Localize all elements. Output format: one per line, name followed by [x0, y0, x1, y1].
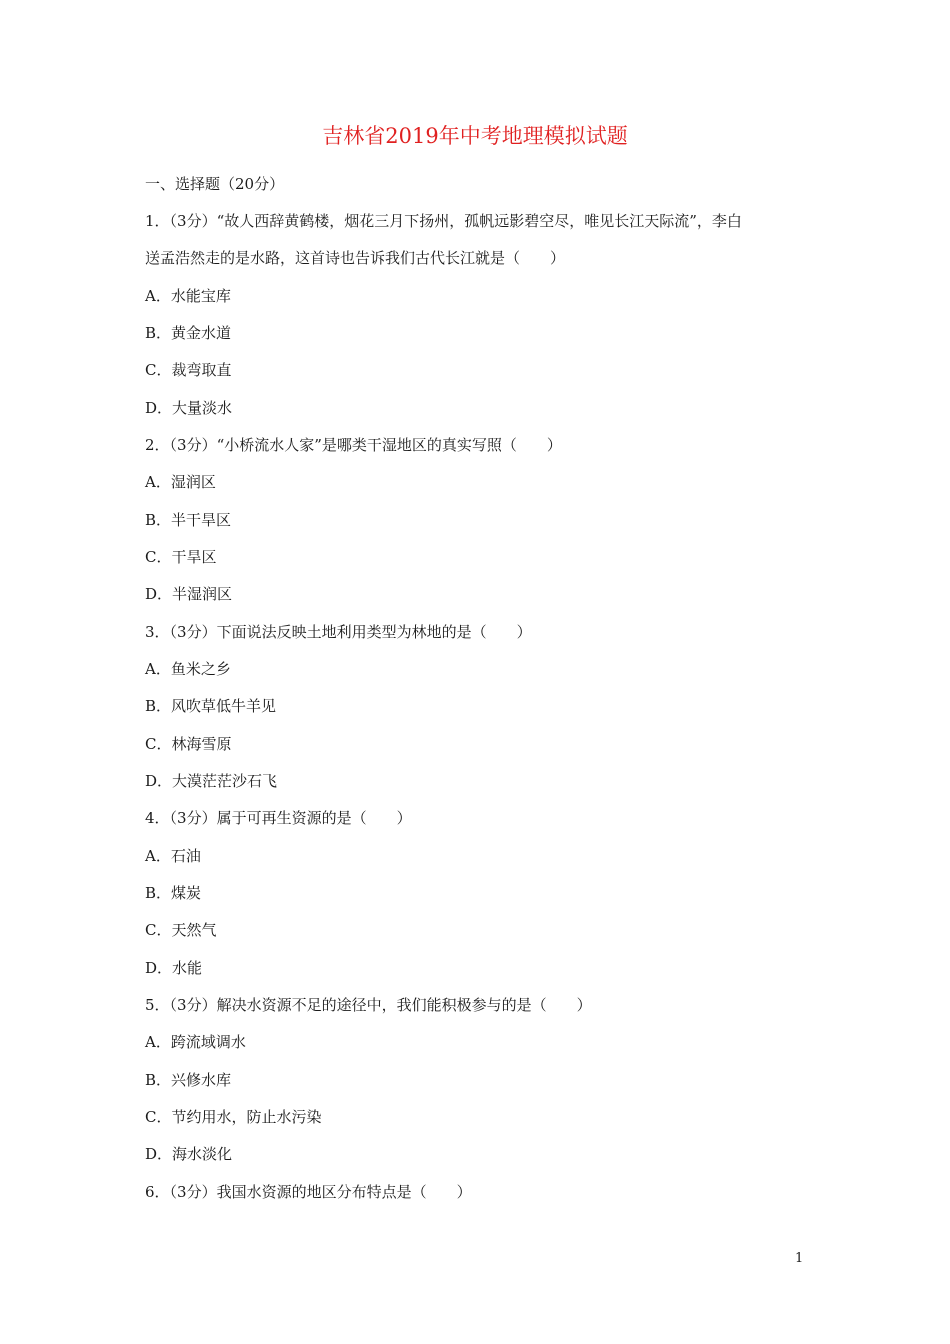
- question-3-option-a: A．鱼米之乡: [145, 660, 231, 678]
- question-1-stem-line-2: 送孟浩然走的是水路，这首诗也告诉我们古代长江就是（ ）: [145, 249, 566, 267]
- page-number: 1: [795, 1251, 804, 1266]
- question-2-option-a: A．湿润区: [145, 473, 216, 491]
- question-1-option-b: B．黄金水道: [145, 324, 232, 342]
- question-5-option-a: A．跨流域调水: [145, 1033, 246, 1051]
- question-1-stem-line-1: 1．（3分）“故人西辞黄鹤楼，烟花三月下扬州，孤帆远影碧空尽，唯见长江天际流”，李白: [145, 212, 742, 230]
- question-4-option-a: A．石油: [145, 847, 201, 865]
- question-4-option-b: B．煤炭: [145, 884, 202, 902]
- question-5-option-c: C．节约用水，防止水污染: [145, 1108, 322, 1126]
- question-1-option-d: D．大量淡水: [145, 399, 233, 417]
- question-4-option-d: D．水能: [145, 959, 203, 977]
- question-2-option-d: D．半湿润区: [145, 585, 233, 603]
- question-3-option-d: D．大漠茫茫沙石飞: [145, 772, 278, 790]
- question-5-option-d: D．海水淡化: [145, 1145, 233, 1163]
- document-title: 吉林省2019年中考地理模拟试题: [322, 124, 628, 148]
- question-5-option-b: B．兴修水库: [145, 1071, 232, 1089]
- question-3-option-c: C．林海雪原: [145, 735, 232, 753]
- question-3-stem: 3．（3分）下面说法反映土地利用类型为林地的是（ ）: [145, 623, 532, 641]
- question-4-option-c: C．天然气: [145, 921, 217, 939]
- question-1-option-c: C．裁弯取直: [145, 361, 232, 379]
- question-2-option-c: C．干旱区: [145, 548, 217, 566]
- question-4-stem: 4．（3分）属于可再生资源的是（ ）: [145, 809, 412, 827]
- question-2-option-b: B．半干旱区: [145, 511, 232, 529]
- question-1-option-a: A．水能宝库: [145, 287, 231, 305]
- question-3-option-b: B．风吹草低牛羊见: [145, 697, 277, 715]
- section-heading: 一、选择题（20分）: [145, 175, 285, 193]
- question-2-stem: 2．（3分）“小桥流水人家”是哪类干湿地区的真实写照（ ）: [145, 436, 562, 454]
- question-5-stem: 5．（3分）解决水资源不足的途径中，我们能积极参与的是（ ）: [145, 996, 592, 1014]
- question-6-stem: 6．（3分）我国水资源的地区分布特点是（ ）: [145, 1183, 472, 1201]
